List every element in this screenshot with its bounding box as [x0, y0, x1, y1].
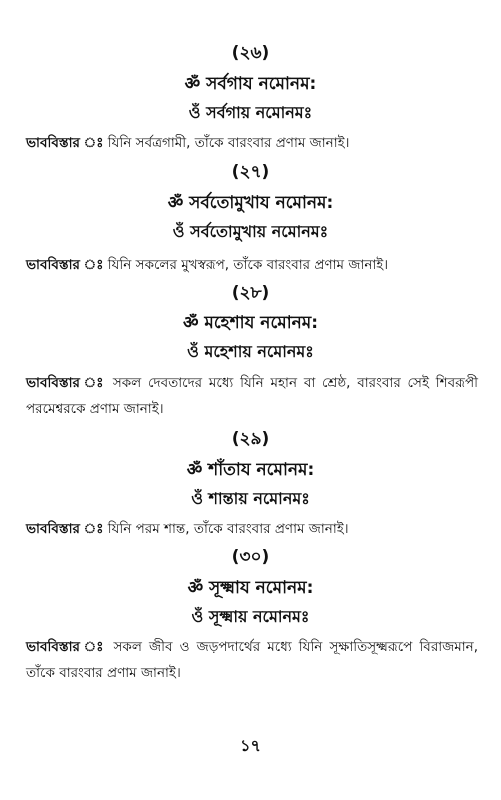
mantra-sanskrit: ॐ শাঁতায নমোনম:: [186, 460, 315, 480]
explanation-label: ভাববিস্তার ঃ: [26, 135, 104, 151]
mantra-sanskrit: ॐ সর্বগায নমোনম:: [184, 74, 317, 94]
mantra-sanskrit: ॐ মহেশায নমোনম:: [182, 313, 319, 333]
mantra-bengali: ওঁ মহেশায় নমোনমঃ: [187, 342, 314, 361]
entry-number: (২৭): [231, 162, 270, 182]
mantra-bengali: ওঁ সর্বগায় নমোনমঃ: [188, 103, 313, 122]
explanation-text: সকল দেবতাদের মধ্যে যিনি মহান বা শ্রেষ্ঠ, বারংবার সেই শিবরূপী পরমেশ্বরকে প্রণাম জানাই।: [26, 375, 478, 417]
explanation-label: ভাববিস্তার ঃ: [26, 257, 104, 273]
explanation-text: সকল জীব ও জড়পদার্থের মধ্যে যিনি সূক্ষাতিসূক্ষ্মরূপে বিরাজমান, তাঁকে বারংবার প্রণাম জানাই।: [26, 639, 478, 681]
page-number: ১৭: [240, 736, 261, 755]
explanation-paragraph: [26, 516, 478, 542]
explanation-paragraph: [26, 634, 478, 686]
explanation-paragraph: [26, 130, 478, 156]
explanation-paragraph: [26, 252, 478, 278]
explanation-text: যিনি সর্বত্রগামী, তাঁকে বারংবার প্রণাম জানাই।: [107, 135, 350, 151]
mantra-bengali: ওঁ শান্তায় নমোনমঃ: [191, 489, 310, 508]
mantra-bengali: ওঁ সর্বতোমুখায় নমোনমঃ: [172, 222, 329, 241]
explanation-text: যিনি পরম শান্ত, তাঁকে বারংবার প্রণাম জানাই।: [107, 521, 349, 537]
explanation-label: ভাববিস্তার ঃ: [26, 375, 106, 391]
entry-number: (৩০): [231, 547, 270, 567]
entry-number: (২৬): [231, 43, 270, 63]
entry-number: (২৯): [231, 429, 270, 449]
mantra-bengali: ওঁ সূক্ষ্মায় নমোনমঃ: [191, 607, 310, 626]
explanation-label: ভাববিস্তার ঃ: [26, 521, 104, 537]
mantra-sanskrit: ॐ সূক্ষ্মায নমোনম:: [187, 578, 314, 598]
entry-number: (২৮): [231, 283, 270, 303]
explanation-paragraph: [26, 370, 478, 422]
mantra-sanskrit: ॐ সর্বতোমুখায নমোনম:: [167, 193, 334, 213]
explanation-label: ভাববিস্তার ঃ: [26, 639, 107, 655]
explanation-text: যিনি সকলের মুখস্বরূপ, তাঁকে বারংবার প্রণাম জানাই।: [107, 257, 389, 273]
